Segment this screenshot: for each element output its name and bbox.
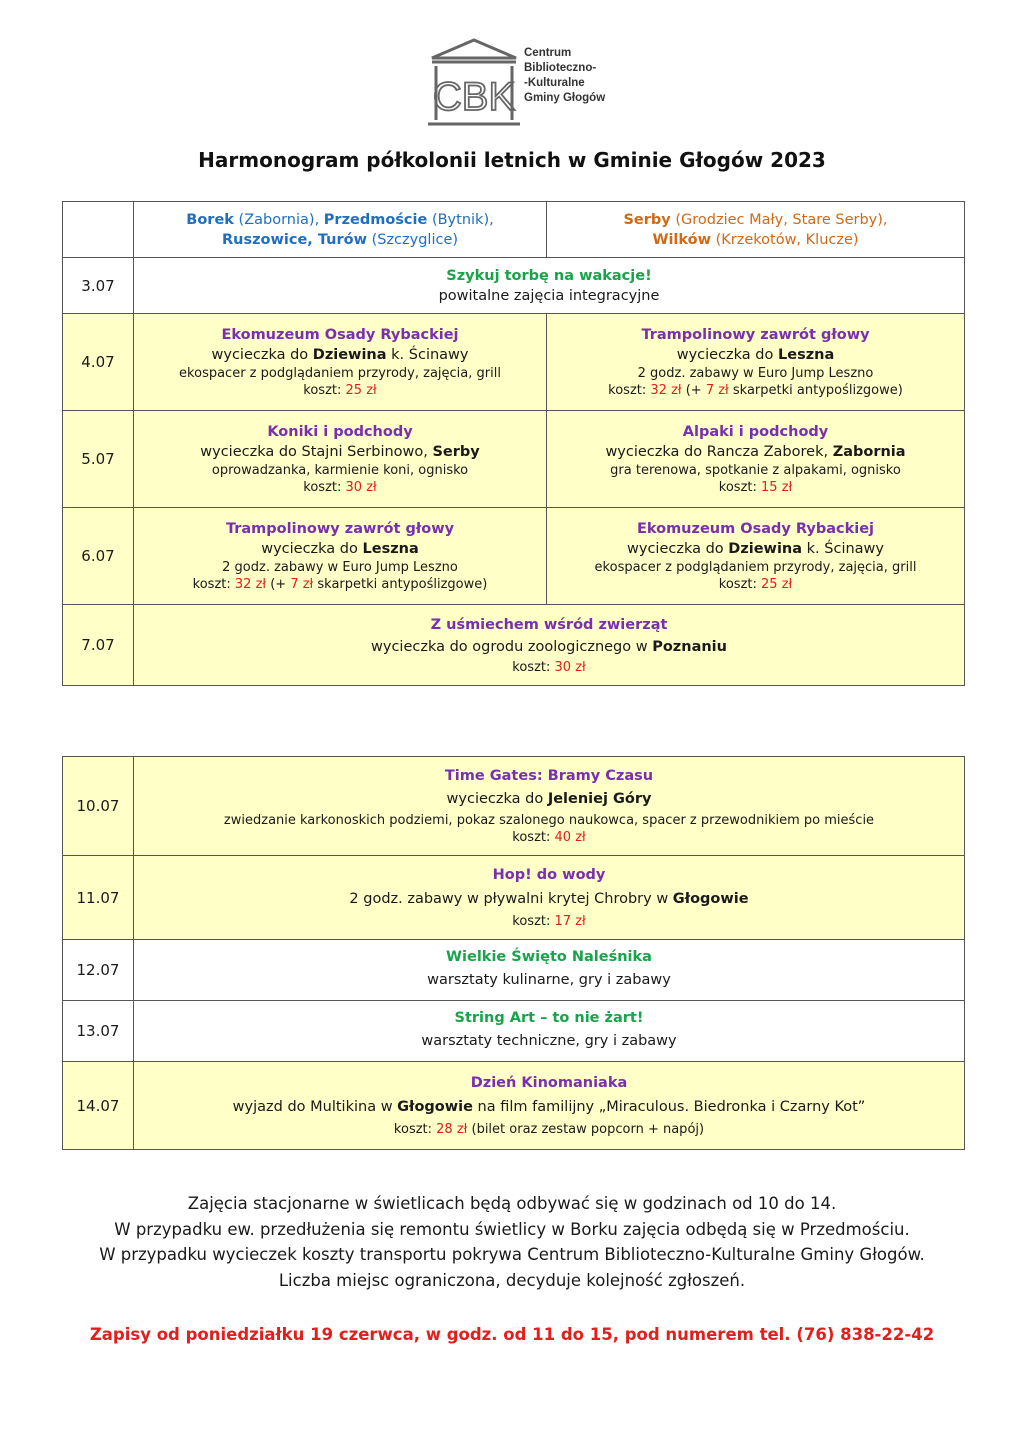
header-empty-cell	[63, 202, 134, 258]
info-notes	[0, 1191, 1024, 1293]
activity-cell	[134, 1001, 965, 1062]
date-cell: 6.07	[63, 508, 134, 605]
date-cell: 10.07	[63, 757, 134, 856]
activity-cell-left: Ekomuzeum Osady Rybackiej wycieczka do Dziewina k. Ścinawy ekospacer z podglądaniem przyrody, zajęcia, grill koszt: 25 zł	[134, 314, 547, 411]
activity-title: Wielkie Święto Naleśnika	[446, 949, 652, 965]
date-cell: 11.07	[63, 856, 134, 940]
activity-cell: Dzień Kinomaniaka wyjazd do Multikina w Głogowie na film familijny „Miraculous. Biedronka i Czarny Kot” koszt: 28 zł (bilet oraz zestaw popcorn + napój)	[134, 1062, 965, 1150]
cost-value: 17 zł	[554, 914, 586, 929]
schedule-row	[63, 411, 965, 508]
cost-value: 32 zł	[234, 577, 267, 592]
activity-title: Ekomuzeum Osady Rybackiej	[221, 327, 459, 343]
activity-cell: Hop! do wody 2 godz. zabawy w pływalni krytej Chrobry w Głogowie koszt: 17 zł	[134, 856, 965, 940]
signup-info: Zapisy od poniedziałku 19 czerwca, w godz. od 11 do 15, pod numerem tel. (76) 838-22-42	[89, 1325, 935, 1344]
schedule-row	[63, 856, 965, 940]
header-group-left: Borek (Zabornia), Przedmoście (Bytnik), Ruszowice, Turów (Szczyglice)	[134, 202, 547, 258]
library-building-icon	[428, 36, 520, 132]
schedule-row	[63, 1001, 965, 1062]
cost-value: 28 zł	[436, 1122, 468, 1137]
date-cell: 14.07	[63, 1062, 134, 1150]
note-line: W przypadku wycieczek koszty transportu pokrywa Centrum Biblioteczno-Kulturalne Gminy Głogów.	[99, 1245, 925, 1264]
date-cell: 5.07	[63, 411, 134, 508]
activity-desc: warsztaty kulinarne, gry i zabawy	[427, 972, 671, 988]
activity-title: Hop! do wody	[492, 867, 606, 883]
schedule-row	[63, 258, 965, 314]
activity-cell: Z uśmiechem wśród zwierząt wycieczka do ogrodu zoologicznego w Poznaniu koszt: 30 zł	[134, 605, 965, 686]
schedule-row	[63, 314, 965, 411]
note-line: Liczba miejsc ograniczona, decyduje kolejność zgłoszeń.	[278, 1270, 746, 1290]
cost-value: 30 zł	[554, 659, 586, 675]
activity-cell-right: Alpaki i podchody wycieczka do Rancza Zaborek, Zabornia gra terenowa, spotkanie z alpakami, ognisko koszt: 15 zł	[547, 411, 965, 508]
activity-title: Trampolinowy zawrót głowy	[641, 327, 870, 343]
cbk-logo	[428, 36, 608, 132]
cost-value: 40 zł	[554, 830, 586, 845]
activity-cell-left: Koniki i podchody wycieczka do Stajni Serbinowo, Serby oprowadzanka, karmienie koni, ognisko koszt: 30 zł	[134, 411, 547, 508]
schedule-row	[63, 757, 965, 856]
activity-title: String Art – to nie żart!	[454, 1010, 644, 1026]
cost-value: 25 zł	[345, 383, 377, 398]
cost-value: 25 zł	[761, 577, 793, 592]
activity-cell-left: Trampolinowy zawrót głowy wycieczka do Leszna 2 godz. zabawy w Euro Jump Leszno koszt: 32 zł (+ 7 zł skarpetki antypoślizgowe)	[134, 508, 547, 605]
page-title: Harmonogram półkolonii letnich w Gminie Głogów 2023	[198, 148, 826, 172]
date-cell: 13.07	[63, 1001, 134, 1062]
schedule-table-week1	[62, 201, 965, 686]
activity-title: Koniki i podchody	[267, 424, 413, 440]
activity-desc: powitalne zajęcia integracyjne	[438, 287, 660, 304]
note-line: W przypadku ew. przedłużenia się remontu świetlicy w Borku zajęcia odbędą się w Przedmościu.	[114, 1219, 910, 1239]
activity-cell: Time Gates: Bramy Czasu wycieczka do Jeleniej Góry zwiedzanie karkonoskich podziemi, pokaz szalonego naukowca, spacer z przewodnikiem po mieście koszt: 40 zł	[134, 757, 965, 856]
schedule-row	[63, 605, 965, 686]
activity-title: Time Gates: Bramy Czasu	[444, 768, 654, 784]
activity-cell	[134, 258, 965, 314]
activity-cell-right: Trampolinowy zawrót głowy wycieczka do Leszna 2 godz. zabawy w Euro Jump Leszno koszt: 32 zł (+ 7 zł skarpetki antypoślizgowe)	[547, 314, 965, 411]
activity-cell-right: Ekomuzeum Osady Rybackiej wycieczka do Dziewina k. Ścinawy ekospacer z podglądaniem przyrody, zajęcia, grill koszt: 25 zł	[547, 508, 965, 605]
activity-title: Z uśmiechem wśród zwierząt	[430, 616, 668, 633]
cost-value: 30 zł	[345, 480, 377, 495]
activity-title: Alpaki i podchody	[682, 424, 829, 440]
note-line: Zajęcia stacjonarne w świetlicach będą odbywać się w godzinach od 10 do 14.	[187, 1194, 837, 1213]
cost-value: 32 zł	[650, 383, 682, 398]
activity-desc: warsztaty techniczne, gry i zabawy	[421, 1033, 677, 1049]
activity-title: Dzień Kinomaniaka	[470, 1075, 628, 1091]
activity-title: Ekomuzeum Osady Rybackiej	[636, 521, 875, 537]
date-cell: 3.07	[63, 258, 134, 314]
activity-cell	[134, 940, 965, 1001]
schedule-row	[63, 940, 965, 1001]
schedule-row	[63, 1062, 965, 1150]
schedule-row	[63, 508, 965, 605]
header-group-right: Serby (Grodziec Mały, Stare Serby), Wilków (Krzekotów, Klucze)	[547, 202, 965, 258]
date-cell: 12.07	[63, 940, 134, 1001]
logo-mark: CBK	[432, 75, 516, 119]
date-cell: 4.07	[63, 314, 134, 411]
date-cell: 7.07	[63, 605, 134, 686]
schedule-table-week2	[62, 756, 965, 1150]
cost-value: 15 zł	[761, 480, 793, 495]
logo-text: Centrum Biblioteczno- -Kulturalne Gminy Głogów	[524, 47, 606, 104]
activity-title: Szykuj torbę na wakacje!	[446, 267, 652, 284]
activity-title: Trampolinowy zawrót głowy	[225, 521, 455, 537]
header-row	[63, 202, 965, 258]
